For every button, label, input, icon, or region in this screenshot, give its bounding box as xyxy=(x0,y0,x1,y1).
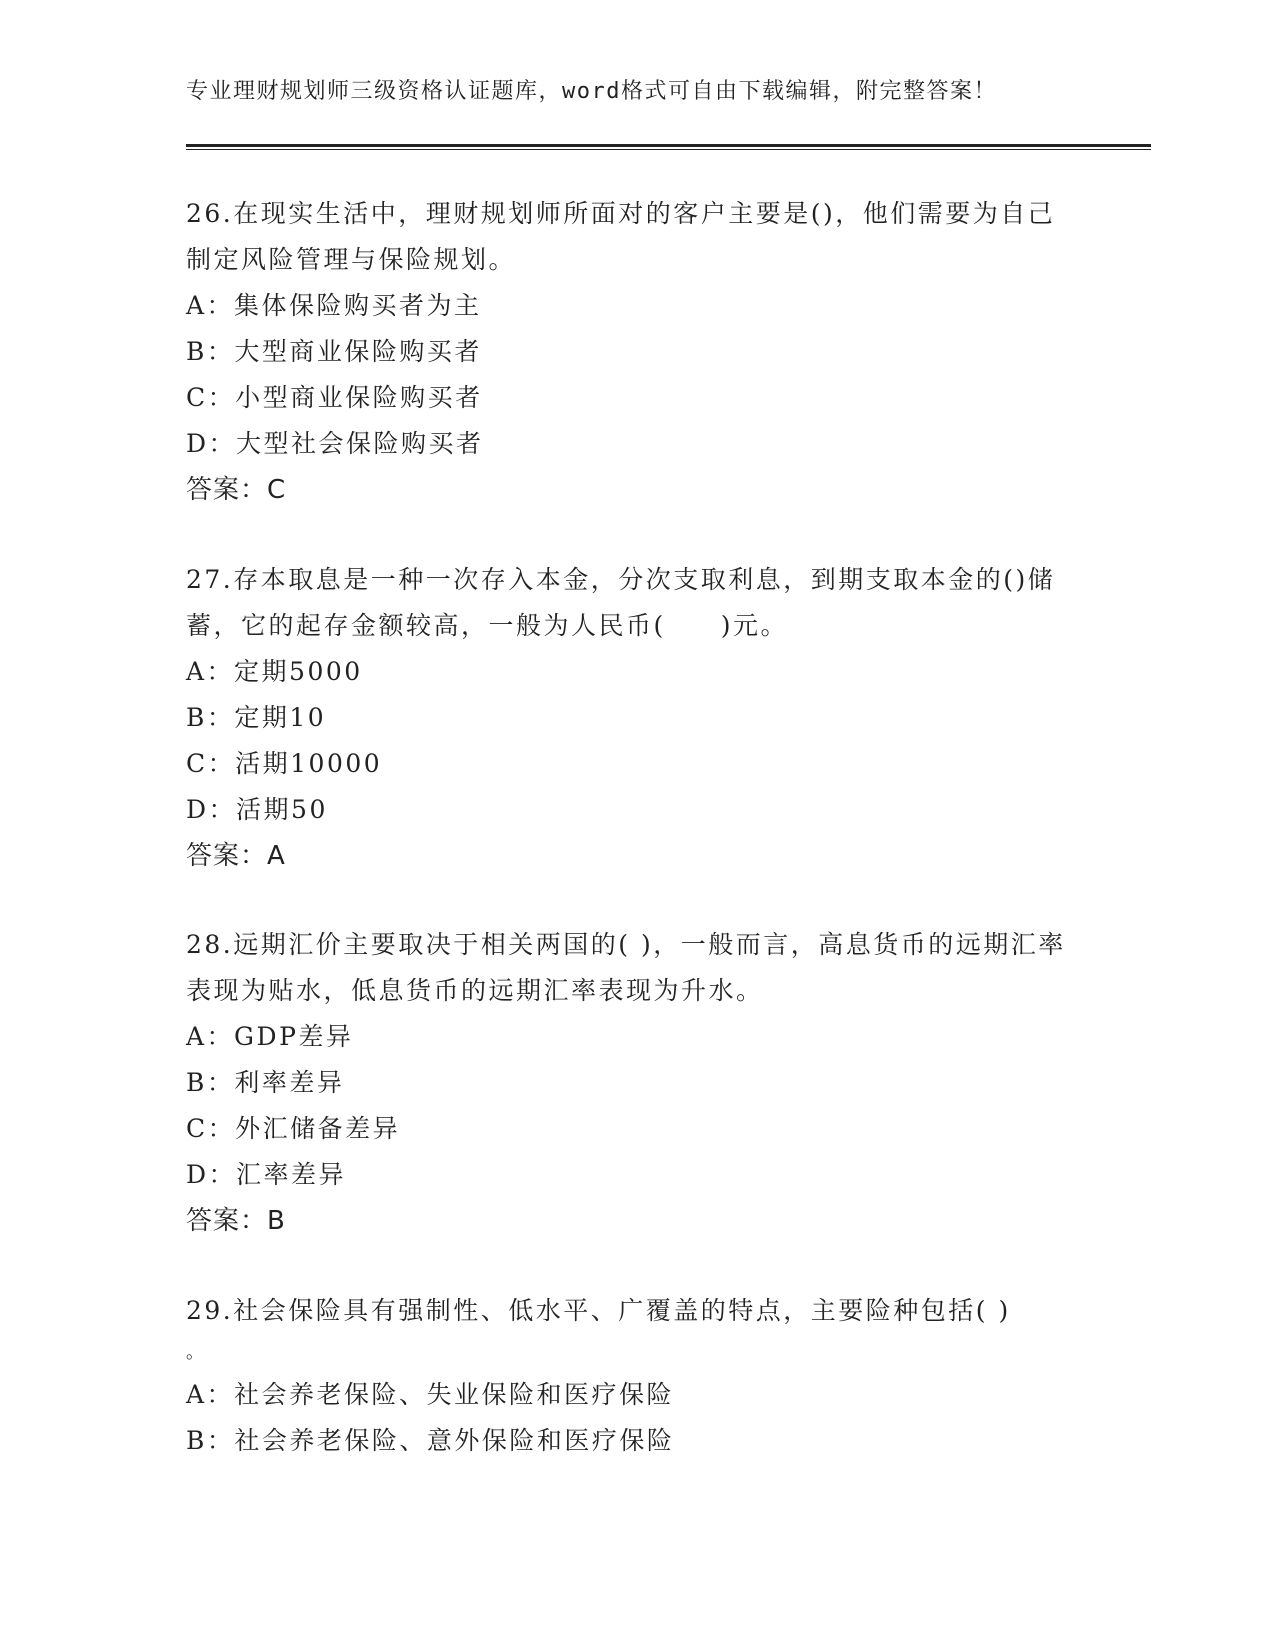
option-a: A：定期5000 xyxy=(186,657,363,686)
header-divider xyxy=(186,144,1151,147)
option-b: B：利率差异 xyxy=(186,1068,345,1097)
answer-line: 答案：C xyxy=(186,475,287,505)
question-stem: 27.存本取息是一种一次存入本金，分次支取利息，到期支取本金的()储蓄，它的起存金额较高，一般为人民币( )元。 xyxy=(186,565,1056,640)
question-stem: 26.在现实生活中，理财规划师所面对的客户主要是()，他们需要为自己制定风险管理与保险规划。 xyxy=(186,199,1056,274)
question-27 xyxy=(186,557,1066,879)
option-a: A：集体保险购买者为主 xyxy=(186,291,482,320)
option-d: D：大型社会保险购买者 xyxy=(186,429,484,458)
answer-line: 答案：B xyxy=(186,1206,286,1236)
question-stem: 28.远期汇价主要取决于相关两国的( )，一般而言，高息货币的远期汇率表现为贴水，低息货币的远期汇率表现为升水。 xyxy=(186,930,1066,1005)
question-stem-tail: 。 xyxy=(186,1342,207,1363)
header-title: 专业理财规划师三级资格认证题库，word格式可自由下载编辑，附完整答案！ xyxy=(186,79,997,104)
option-d: D：汇率差异 xyxy=(186,1160,347,1189)
answer-line: 答案：A xyxy=(186,841,286,871)
option-a: A：GDP差异 xyxy=(186,1022,354,1051)
option-b: B：定期10 xyxy=(186,703,327,732)
question-26 xyxy=(186,191,1066,513)
option-a: A：社会养老保险、失业保险和医疗保险 xyxy=(186,1380,675,1409)
option-b: B：大型商业保险购买者 xyxy=(186,337,482,366)
question-stem: 29.社会保险具有强制性、低水平、广覆盖的特点，主要险种包括( ) xyxy=(186,1296,1011,1325)
header-divider-thin xyxy=(186,149,1151,150)
question-29 xyxy=(186,1288,1066,1464)
option-d: D：活期50 xyxy=(186,795,328,824)
option-b: B：社会养老保险、意外保险和医疗保险 xyxy=(186,1426,675,1455)
option-c: C：小型商业保险购买者 xyxy=(186,383,483,412)
option-c: C：外汇储备差异 xyxy=(186,1114,401,1143)
option-c: C：活期10000 xyxy=(186,749,383,778)
question-28 xyxy=(186,922,1066,1244)
